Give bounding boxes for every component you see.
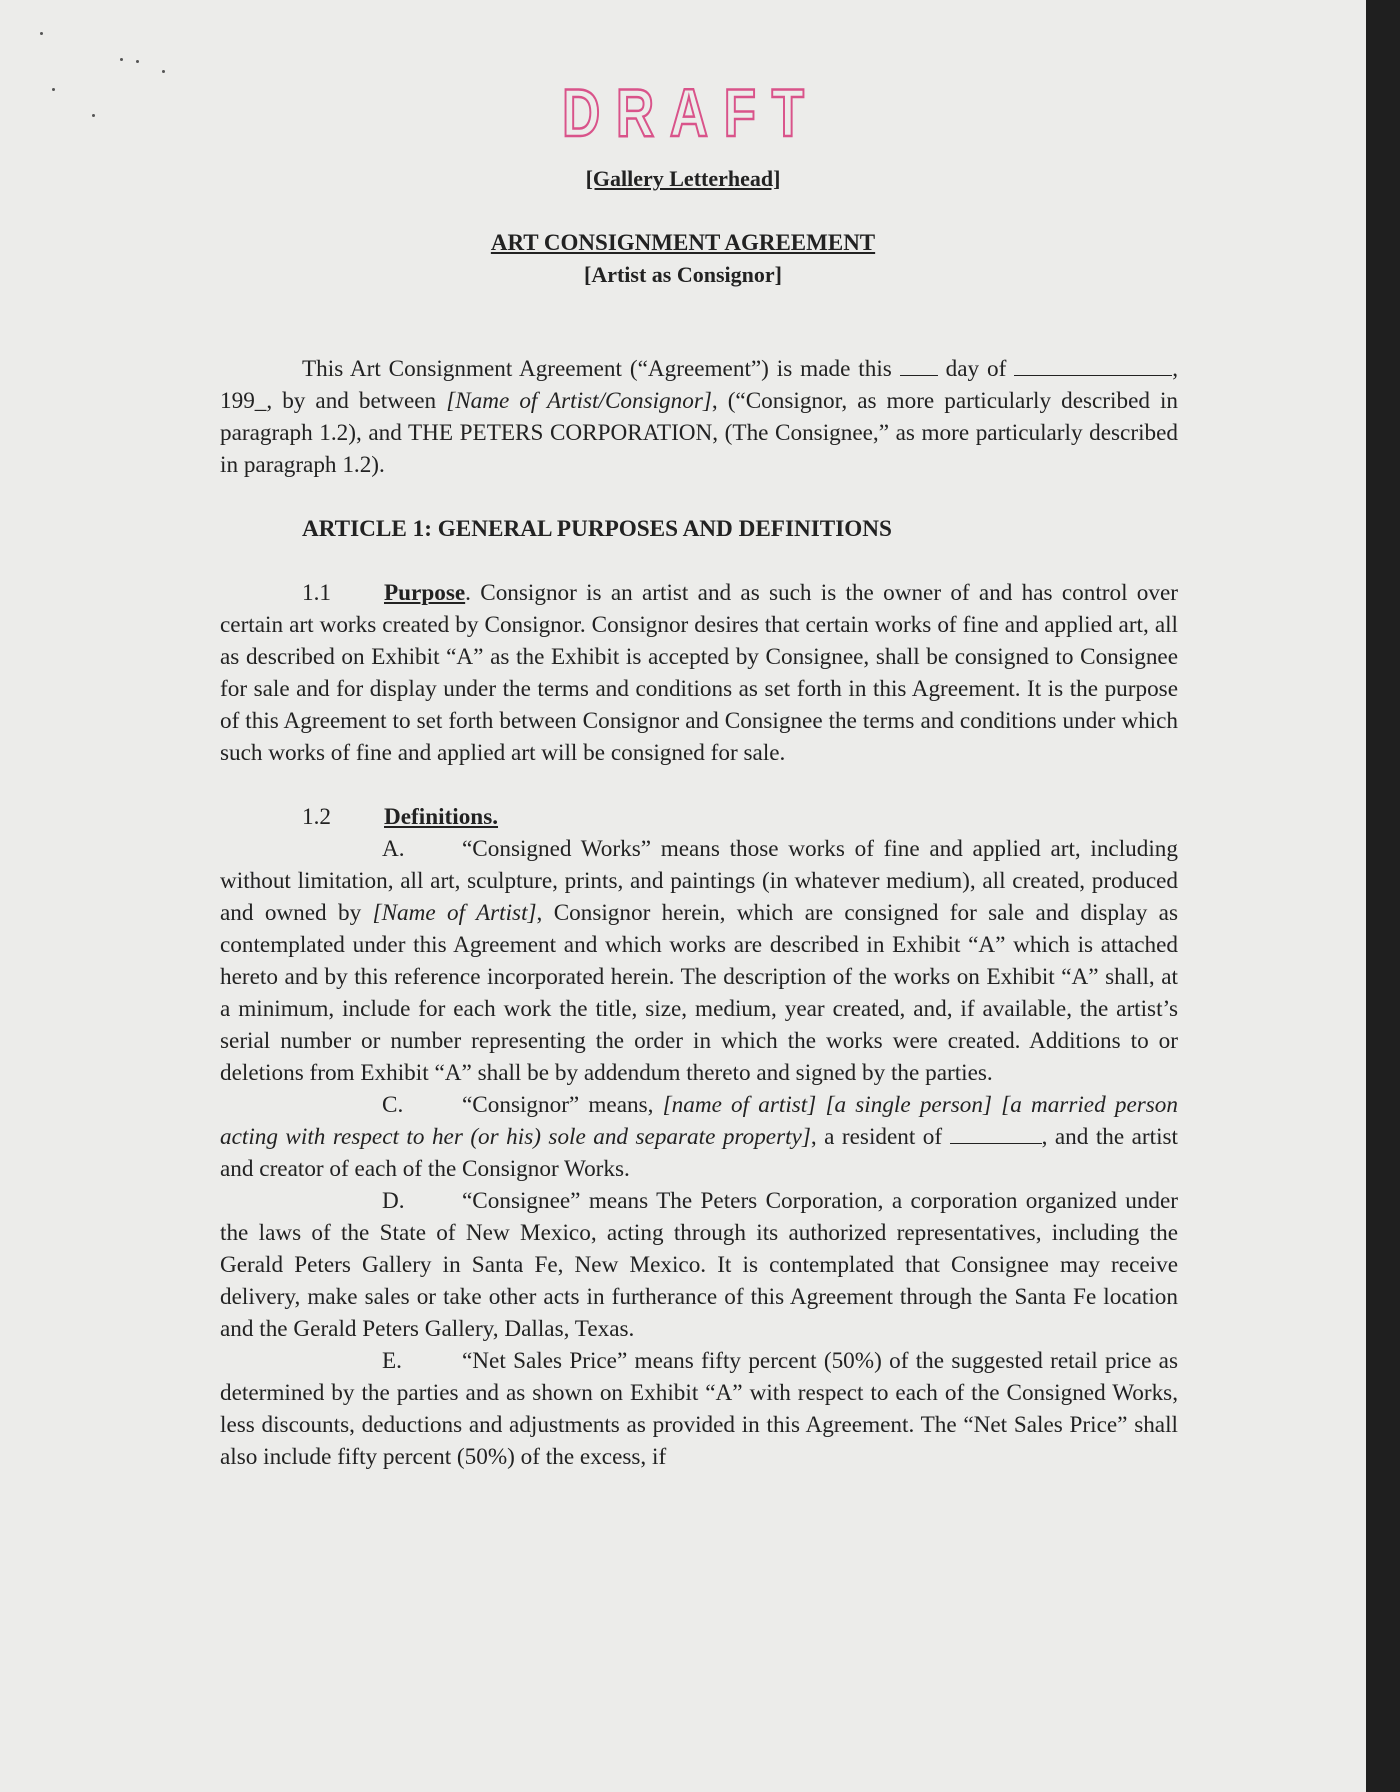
intro-paragraph: This Art Consignment Agreement (“Agreement”) is made this day of , 199_, by and between [Name of Artist/Consignor], (“Consignor, as more particularly described in paragraph 1.2), and THE PETERS CORPORATION, (The Consignee,” as more particularly described in paragraph 1.2). [220, 356, 1179, 478]
purpose-heading: Purpose [384, 580, 466, 606]
document-body [220, 353, 1178, 1473]
definition-a: A. “Consigned Works” means those works of fine and applied art, including without limitation, all art, sculpture, prints, and paintings (in whatever medium), all created, produced and owned by [Name of Artist], Consignor herein, which are consigned for sale and display as contemplated under this Agreement and which works are described in Exhibit “A” which is attached hereto and by this reference incorporated herein. The description of the works on Exhibit “A” shall, at a minimum, include for each work the title, size, medium, year created, and, if available, the artist’s serial number or number representing the order in which the works were created. Additions to or deletions from Exhibit “A” shall be by addendum thereto and signed by the parties. [220, 836, 1178, 1086]
definition-e: E. “Net Sales Price” means fifty percent (50%) of the suggested retail price as determined by the parties and as shown on Exhibit “A” with respect to each of the Consigned Works, less discounts, deductions and adjustments as provided in this Agreement. The “Net Sales Price” shall also include fifty percent (50%) of the excess, if [220, 1348, 1178, 1470]
letterhead-placeholder: [Gallery Letterhead] [585, 166, 781, 191]
article-1-heading: ARTICLE 1: GENERAL PURPOSES AND DEFINITIONS [302, 516, 892, 542]
definitions-heading: Definitions. [384, 804, 499, 830]
residence-blank [950, 1123, 1042, 1144]
day-blank [900, 355, 938, 376]
section-1-2: 1.2 Definitions. [302, 804, 499, 830]
definition-c: C. “Consignor” means, [name of artist] [a single person] [a married person acting with respect to her (or his) sole and separate property], a resident of , and the artist and creator of each of the Consignor Works. [220, 1092, 1178, 1182]
month-blank [1014, 355, 1172, 376]
definition-d: D. “Consignee” means The Peters Corporation, a corporation organized under the laws of the State of New Mexico, acting through its authorized representatives, including the Gerald Peters Gallery in Santa Fe, New Mexico. It is contemplated that Consignee may receive delivery, make sales or take other acts in furtherance of this Agreement through the Santa Fe location and the Gerald Peters Gallery, Dallas, Texas. [220, 1188, 1178, 1342]
draft-stamp: DRAFT [561, 75, 820, 151]
section-1-1: 1.1 Purpose. Consignor is an artist and as such is the owner of and has control over certain art works created by Consignor. Consignor desires that certain works of fine and applied art, all as described on Exhibit “A” as the Exhibit is accepted by Consignee, shall be consigned to Consignee for sale and for display under the terms and conditions as set forth in this Agreement. It is the purpose of this Agreement to set forth between Consignor and Consignee the terms and conditions under which such works of fine and applied art will be consigned for sale. [220, 580, 1178, 766]
document-title: ART CONSIGNMENT AGREEMENT [490, 230, 876, 255]
document-subtitle: [Artist as Consignor] [584, 262, 782, 287]
